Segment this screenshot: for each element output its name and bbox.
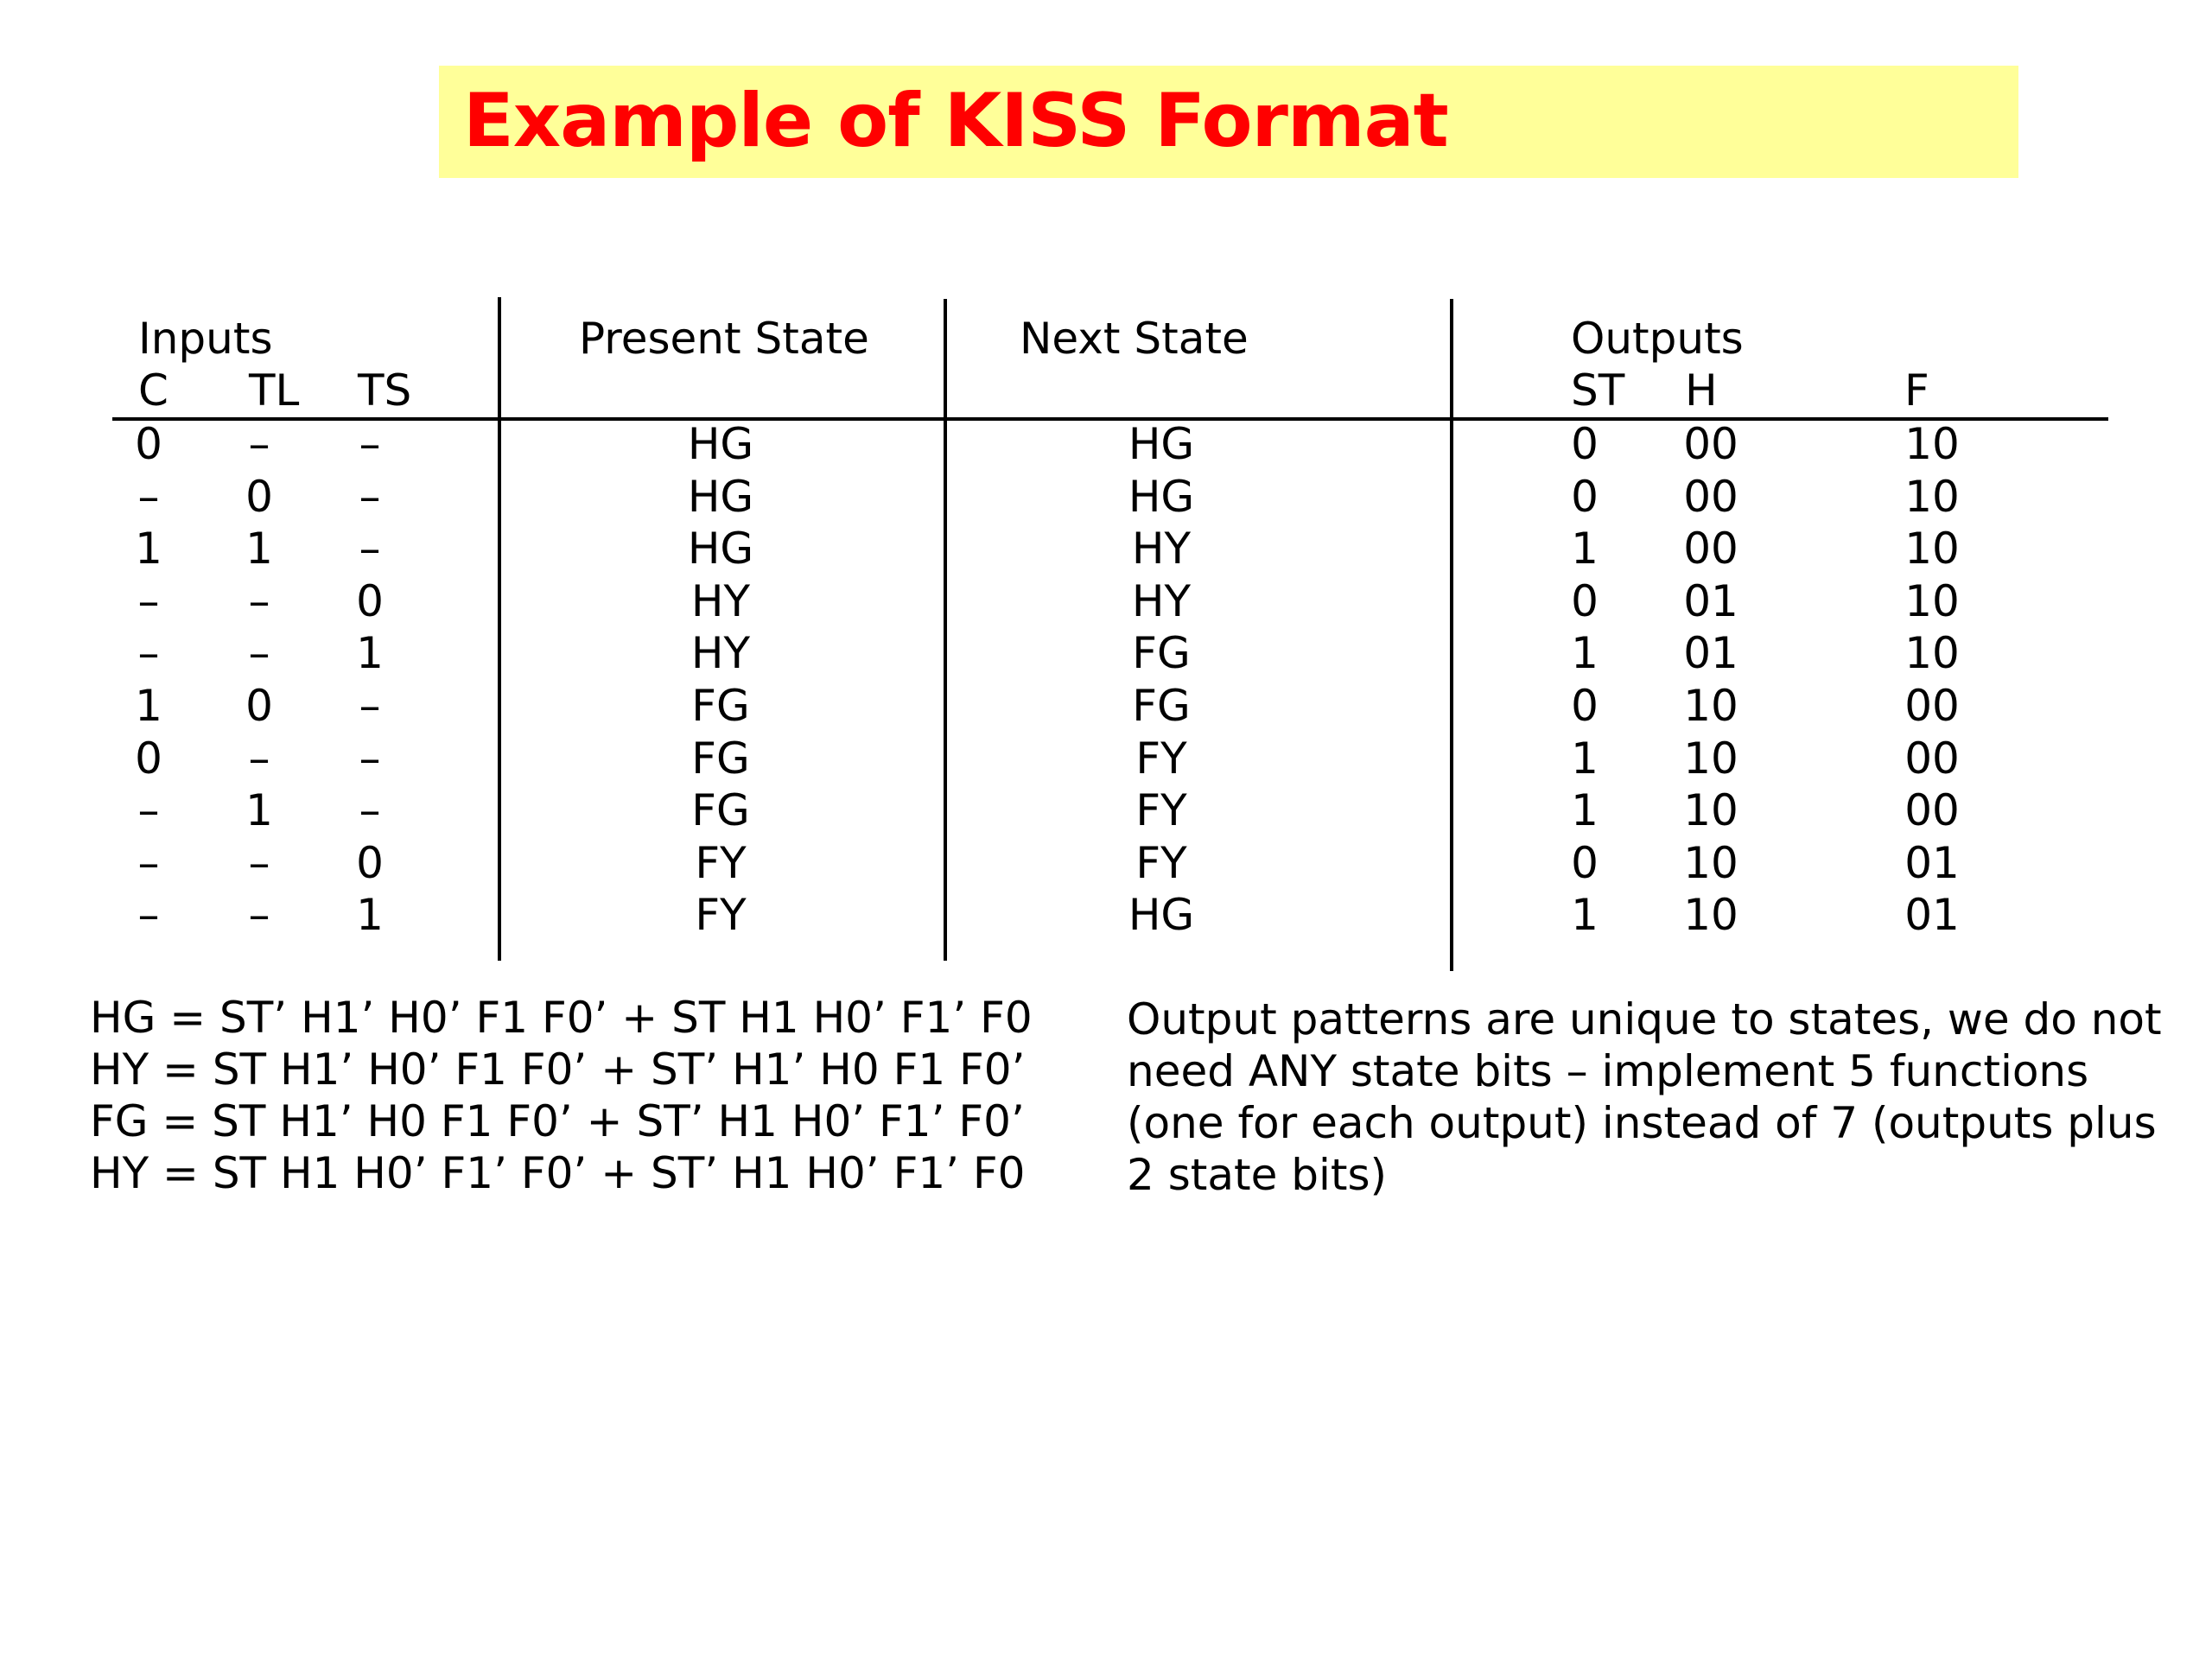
cell-tl: 0 bbox=[245, 681, 273, 731]
cell-present-state: FY bbox=[695, 890, 747, 941]
cell-f: 00 bbox=[1904, 785, 1960, 836]
cell-ts: 1 bbox=[356, 628, 384, 679]
present-state-header: Present State bbox=[579, 314, 869, 364]
cell-next-state: HG bbox=[1128, 890, 1195, 941]
cell-present-state: HG bbox=[687, 471, 754, 522]
cell-present-state: FY bbox=[695, 837, 747, 888]
cell-h: 00 bbox=[1683, 471, 1738, 522]
page-title: Example of KISS Format bbox=[463, 78, 1448, 164]
cell-st: 0 bbox=[1571, 575, 1599, 626]
cell-present-state: FG bbox=[691, 733, 750, 784]
cell-c: 1 bbox=[135, 524, 162, 575]
cell-next-state: FG bbox=[1132, 681, 1191, 731]
equation-line: FG = ST H1’ H0 F1 F0’ + ST’ H1 H0’ F1’ F0’ bbox=[90, 1096, 1025, 1146]
cell-tl: – bbox=[248, 733, 270, 784]
h-column-header: H bbox=[1685, 365, 1718, 416]
cell-next-state: FG bbox=[1132, 628, 1191, 679]
cell-present-state: HG bbox=[687, 419, 754, 469]
cell-f: 10 bbox=[1904, 628, 1960, 679]
cell-tl: – bbox=[248, 628, 270, 679]
column-divider bbox=[498, 297, 501, 961]
cell-tl: – bbox=[248, 837, 270, 888]
c-column-header: C bbox=[138, 365, 168, 416]
cell-st: 0 bbox=[1571, 419, 1599, 469]
cell-next-state: HG bbox=[1128, 471, 1195, 522]
cell-st: 1 bbox=[1571, 524, 1599, 575]
cell-tl: 0 bbox=[245, 471, 273, 522]
cell-st: 0 bbox=[1571, 837, 1599, 888]
cell-present-state: FG bbox=[691, 785, 750, 836]
equation-line: HY = ST H1 H0’ F1’ F0’ + ST’ H1 H0’ F1’ F0 bbox=[90, 1148, 1026, 1198]
cell-st: 0 bbox=[1571, 471, 1599, 522]
cell-ts: – bbox=[359, 419, 381, 469]
cell-h: 01 bbox=[1683, 628, 1738, 679]
cell-present-state: HY bbox=[690, 628, 751, 679]
note-line: (one for each output) instead of 7 (outputs plus bbox=[1127, 1098, 2157, 1148]
f-column-header: F bbox=[1904, 365, 1929, 416]
cell-next-state: FY bbox=[1135, 785, 1187, 836]
note-line: Output patterns are unique to states, we do not bbox=[1127, 994, 2162, 1044]
cell-next-state: HY bbox=[1131, 575, 1192, 626]
equation-line: HG = ST’ H1’ H0’ F1 F0’ + ST H1 H0’ F1’ F0 bbox=[90, 993, 1033, 1043]
inputs-header: Inputs bbox=[138, 314, 273, 364]
cell-tl: 1 bbox=[245, 785, 273, 836]
cell-ts: – bbox=[359, 785, 381, 836]
cell-next-state: FY bbox=[1135, 837, 1187, 888]
next-state-header: Next State bbox=[1020, 314, 1249, 364]
cell-st: 1 bbox=[1571, 890, 1599, 941]
cell-st: 1 bbox=[1571, 733, 1599, 784]
cell-c: – bbox=[137, 837, 160, 888]
cell-h: 01 bbox=[1683, 575, 1738, 626]
cell-st: 0 bbox=[1571, 681, 1599, 731]
cell-h: 10 bbox=[1683, 733, 1738, 784]
outputs-header: Outputs bbox=[1571, 314, 1744, 364]
tl-column-header: TL bbox=[249, 365, 300, 416]
cell-next-state: HG bbox=[1128, 419, 1195, 469]
cell-h: 00 bbox=[1683, 419, 1738, 469]
column-divider bbox=[944, 299, 947, 961]
st-column-header: ST bbox=[1571, 365, 1625, 416]
cell-ts: 0 bbox=[356, 837, 384, 888]
cell-f: 10 bbox=[1904, 524, 1960, 575]
cell-h: 10 bbox=[1683, 785, 1738, 836]
note-line: 2 state bits) bbox=[1127, 1150, 1388, 1200]
cell-h: 10 bbox=[1683, 837, 1738, 888]
cell-c: – bbox=[137, 785, 160, 836]
ts-column-header: TS bbox=[358, 365, 412, 416]
cell-next-state: FY bbox=[1135, 733, 1187, 784]
cell-c: – bbox=[137, 471, 160, 522]
cell-c: – bbox=[137, 575, 160, 626]
cell-c: – bbox=[137, 628, 160, 679]
cell-c: 1 bbox=[135, 681, 162, 731]
cell-c: – bbox=[137, 890, 160, 941]
cell-tl: 1 bbox=[245, 524, 273, 575]
equation-line: HY = ST H1’ H0’ F1 F0’ + ST’ H1’ H0 F1 F0’ bbox=[90, 1044, 1026, 1095]
cell-f: 00 bbox=[1904, 681, 1960, 731]
cell-f: 00 bbox=[1904, 733, 1960, 784]
note-line: need ANY state bits – implement 5 functions bbox=[1127, 1046, 2089, 1096]
cell-ts: – bbox=[359, 471, 381, 522]
cell-st: 1 bbox=[1571, 628, 1599, 679]
cell-tl: – bbox=[248, 890, 270, 941]
cell-tl: – bbox=[248, 575, 270, 626]
note-block bbox=[1127, 994, 2162, 1201]
cell-f: 01 bbox=[1904, 837, 1960, 888]
cell-ts: 1 bbox=[356, 890, 384, 941]
cell-h: 10 bbox=[1683, 681, 1738, 731]
cell-ts: – bbox=[359, 524, 381, 575]
cell-f: 10 bbox=[1904, 471, 1960, 522]
column-divider bbox=[1450, 299, 1453, 971]
cell-present-state: FG bbox=[691, 681, 750, 731]
title-banner bbox=[439, 66, 2018, 178]
cell-h: 10 bbox=[1683, 890, 1738, 941]
cell-present-state: HG bbox=[687, 524, 754, 575]
cell-st: 1 bbox=[1571, 785, 1599, 836]
cell-tl: – bbox=[248, 419, 270, 469]
cell-present-state: HY bbox=[690, 575, 751, 626]
cell-f: 10 bbox=[1904, 419, 1960, 469]
equations-block bbox=[90, 992, 1033, 1199]
cell-f: 01 bbox=[1904, 890, 1960, 941]
cell-c: 0 bbox=[135, 419, 162, 469]
cell-f: 10 bbox=[1904, 575, 1960, 626]
cell-c: 0 bbox=[135, 733, 162, 784]
cell-ts: 0 bbox=[356, 575, 384, 626]
cell-ts: – bbox=[359, 733, 381, 784]
cell-ts: – bbox=[359, 681, 381, 731]
cell-next-state: HY bbox=[1131, 524, 1192, 575]
cell-h: 00 bbox=[1683, 524, 1738, 575]
